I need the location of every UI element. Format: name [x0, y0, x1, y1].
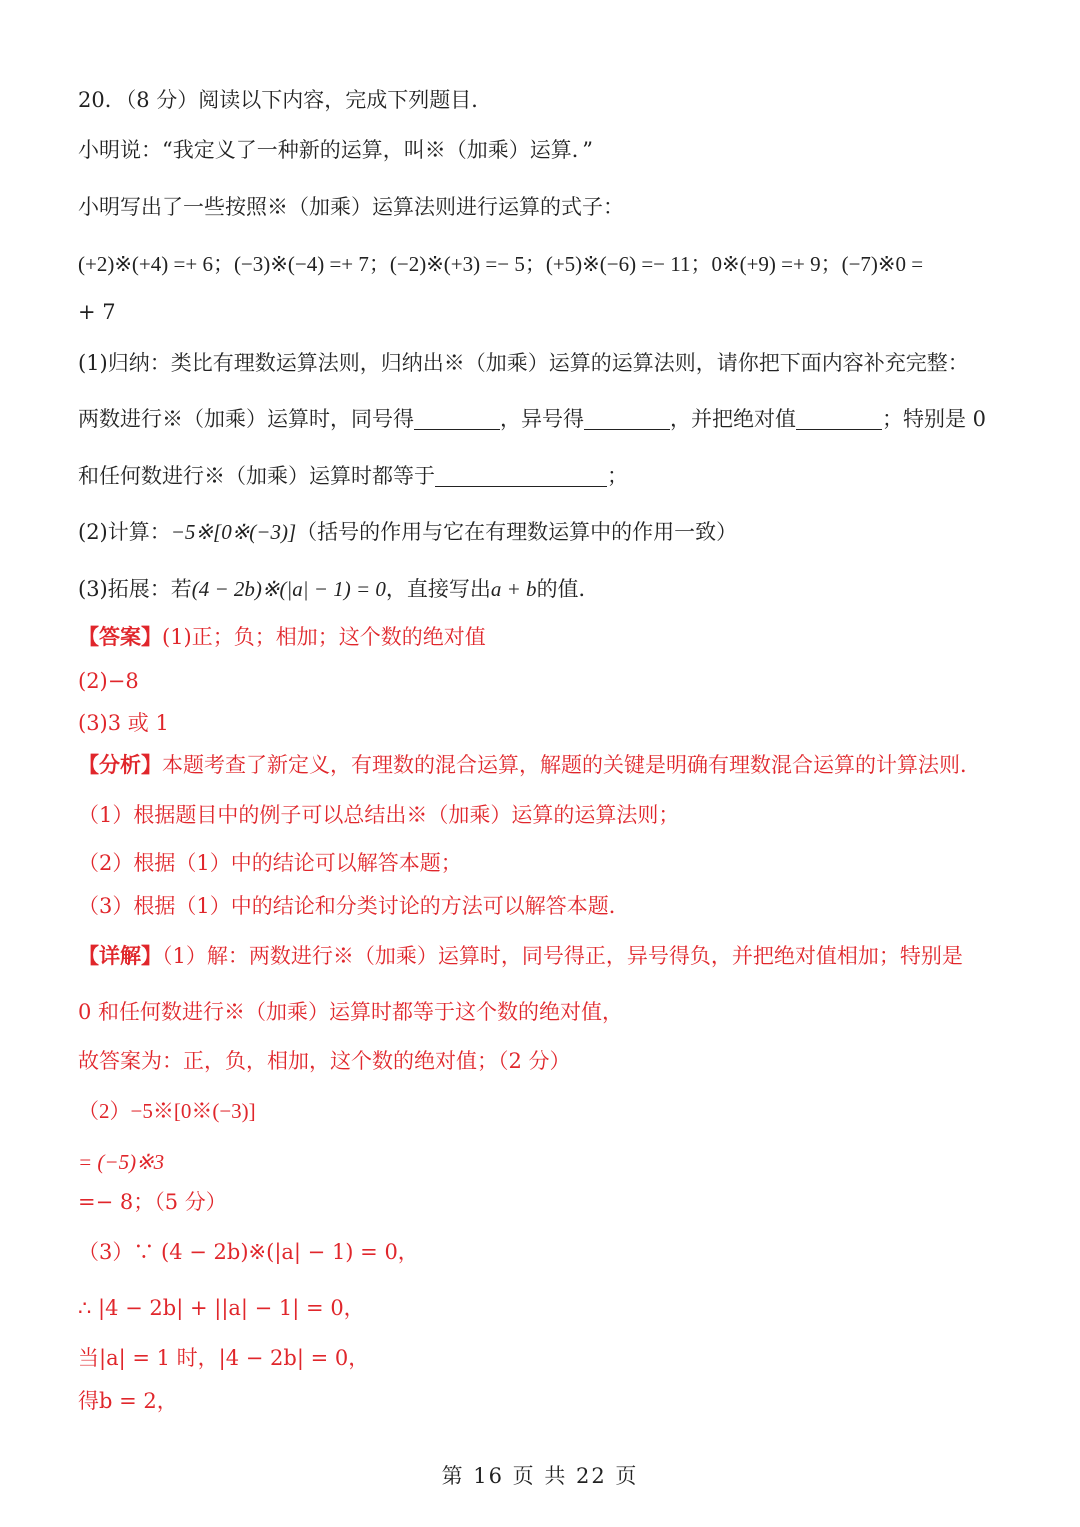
fill1-text-d: ；特别是 0 [882, 407, 987, 431]
part2-note: （括号的作用与它在有理数运算中的作用一致） [296, 520, 738, 544]
question-intro-2: 小明写出了一些按照※（加乘）运算法则进行运算的式子： [78, 195, 624, 219]
question-part1-prompt: (1)归纳：类比有理数运算法则，归纳出※（加乘）运算的运算法则，请你把下面内容补充完整： [78, 351, 969, 375]
detail-line-1 [78, 942, 963, 970]
analysis-text-1: 本题考查了新定义，有理数的混合运算，解题的关键是明确有理数混合运算的计算法则． [162, 753, 981, 777]
question-examples-cont: + 7 [78, 300, 116, 324]
blank-3 [796, 409, 882, 430]
page-number-footer: 第 16 页 共 22 页 [441, 1464, 639, 1488]
fill1-text-a: 两数进行※（加乘）运算时，同号得 [78, 407, 414, 431]
answer-line-1 [78, 623, 486, 651]
question-examples: (+2)※(+4) =+ 6；(−3)※(−4) =+ 7；(−2)※(+3) =− 5；(+5)※(−6) =− 11；0※(+9) =+ 9；(−7)※0 = [78, 252, 924, 276]
fill2-text-b: ； [607, 464, 628, 488]
analysis-line-2: （1）根据题目中的例子可以总结出※（加乘）运算的运算法则； [78, 803, 680, 827]
analysis-tag: 【分析】 [78, 752, 162, 777]
question-header: 20．（8 分）阅读以下内容，完成下列题目． [78, 88, 493, 112]
question-fill-line-2 [78, 462, 628, 490]
detail-text-1: （1）解：两数进行※（加乘）运算时，同号得正，异号得负，并把绝对值相加；特别是 [162, 944, 963, 968]
detail-tag: 【详解】 [78, 943, 162, 968]
question-intro-1: 小明说：“我定义了一种新的运算，叫※（加乘）运算．” [78, 138, 593, 162]
detail-line-3: 故答案为：正，负，相加，这个数的绝对值；（2 分） [78, 1049, 571, 1073]
detail-line-8: ∴ |4 − 2b| + ||a| − 1| = 0， [78, 1296, 365, 1320]
detail-line-9: 当|a| = 1 时，|4 − 2b| = 0， [78, 1346, 370, 1370]
detail-line-5: = (−5)※3 [78, 1150, 165, 1174]
fill1-text-c: ，并把绝对值 [670, 407, 796, 431]
question-part3 [78, 575, 600, 603]
fill1-text-b: ，异号得 [500, 407, 584, 431]
detail-line-4: （2）−5※[0※(−3)] [78, 1099, 256, 1123]
part3-label: (3)拓展：若 [78, 577, 192, 601]
blank-4 [435, 466, 607, 487]
part2-expression: −5※[0※(−3)] [170, 520, 297, 544]
blank-2 [584, 409, 670, 430]
question-fill-line-1 [78, 405, 986, 433]
answer-line-2: (2)−8 [78, 669, 139, 693]
answer-tag: 【答案】 [78, 624, 162, 649]
part2-label: (2)计算： [78, 520, 171, 544]
detail-line-2: 0 和任何数进行※（加乘）运算时都等于这个数的绝对值， [78, 1000, 624, 1024]
part3-expression: (4 − 2b)※(|a| − 1) = 0 [191, 577, 386, 601]
part3-mid: ，直接写出 [385, 577, 491, 601]
analysis-line-4: （3）根据（1）中的结论和分类讨论的方法可以解答本题． [78, 894, 630, 918]
question-part2 [78, 518, 737, 546]
detail-line-6: =− 8；（5 分） [78, 1190, 227, 1214]
detail-line-7: （3）∵ (4 − 2b)※(|a| − 1) = 0， [78, 1240, 419, 1264]
answer-line-3: (3)3 或 1 [78, 711, 169, 735]
answer-text-1: (1)正；负；相加；这个数的绝对值 [162, 625, 486, 649]
part3-end: 的值． [536, 577, 600, 601]
analysis-line-1 [78, 751, 981, 779]
detail-line-10: 得b = 2， [78, 1389, 178, 1413]
blank-1 [414, 409, 500, 430]
part3-expression-2: a + b [490, 577, 537, 601]
fill2-text-a: 和任何数进行※（加乘）运算时都等于 [78, 464, 435, 488]
analysis-line-3: （2）根据（1）中的结论可以解答本题； [78, 851, 462, 875]
